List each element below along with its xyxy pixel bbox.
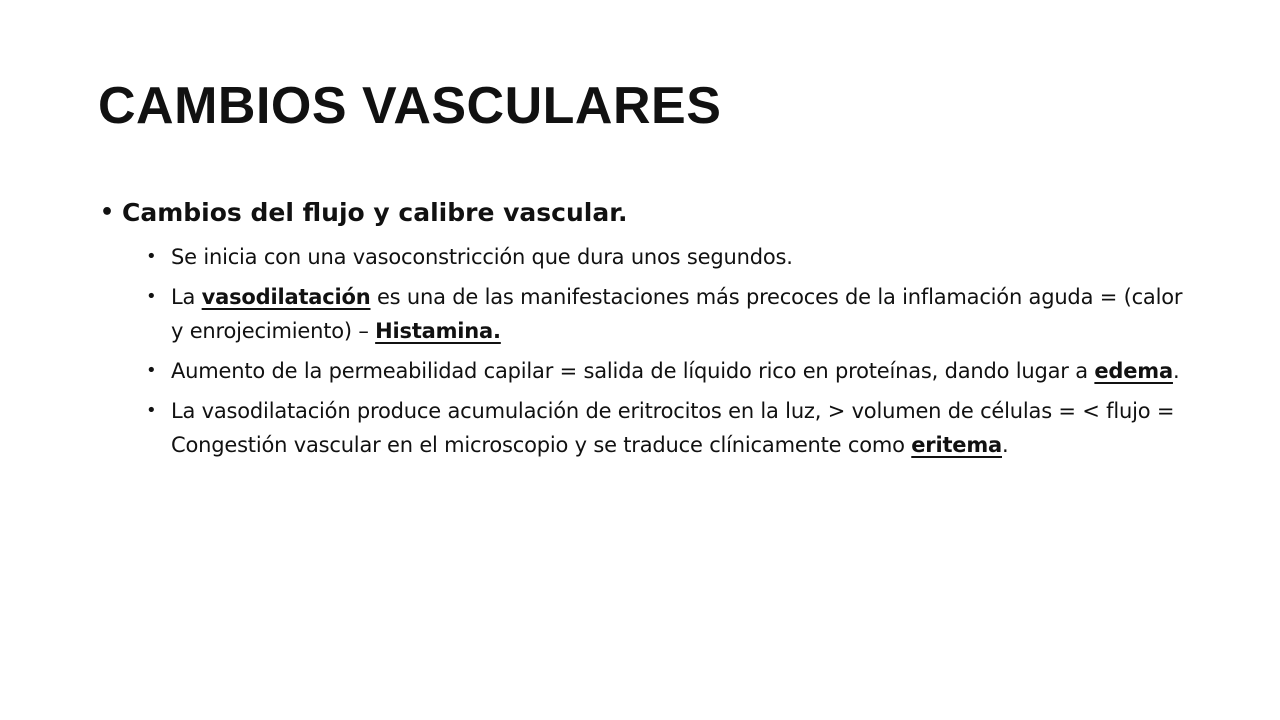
sub-bullet-text: Se inicia con una vasoconstricción que dura unos segundos. [171,245,793,269]
slide-title: CAMBIOS VASCULARES [98,77,722,135]
sub-bullet-item [146,394,1186,462]
bullet-icon: • [100,200,115,225]
underlined-term-eritema: eritema [911,433,1002,457]
main-bullet-text: Cambios del flujo y calibre vascular. [122,198,628,227]
sub-bullet-item [146,280,1186,348]
bullet-icon: • [146,400,157,421]
slide-content [100,196,1200,468]
underlined-term-edema: edema [1094,359,1173,383]
sub-bullet-list [146,240,1186,462]
bullet-icon: • [146,286,157,307]
sub-bullet-text: es una de las manifestaciones más precoces de la inflamación aguda = (calor y enrojecimiento) – [171,285,1183,343]
underlined-term-vasodilatacion: vasodilatación [201,285,371,309]
sub-bullet-item [146,240,1186,274]
underlined-term-histamina: Histamina. [375,319,501,343]
sub-bullet-text: . [1002,433,1009,457]
bullet-icon: • [146,360,157,381]
sub-bullet-text: . [1172,359,1180,383]
sub-bullet-text: La [171,285,202,309]
sub-bullet-text: Aumento de la permeabilidad capilar = salida de líquido rico en proteínas, dando lugar a [171,359,1095,383]
sub-bullet-item [146,354,1186,388]
main-bullet-point [100,196,1200,230]
sub-bullet-text: La vasodilatación produce acumulación de eritrocitos en la luz, > volumen de células = < flujo = Congestión vascular en el microscopio y se traduce clínicamente como [171,399,1175,457]
bullet-icon: • [146,246,157,267]
